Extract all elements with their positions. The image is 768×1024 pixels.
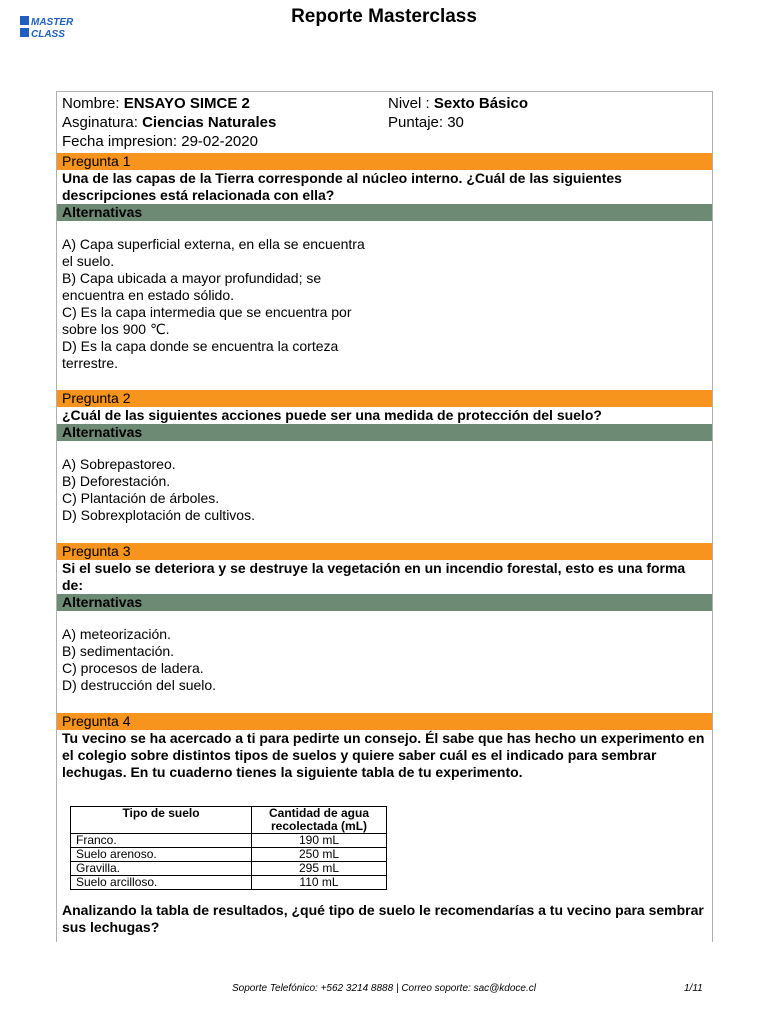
question-3-label: Pregunta 3: [57, 543, 712, 560]
alternative-b: B) Capa ubicada a mayor profundidad; se encuentra en estado sólido.: [62, 270, 322, 303]
alternative-d: D) Sobrexplotación de cultivos.: [62, 507, 255, 523]
question-1-alternatives-header: Alternativas: [57, 204, 712, 221]
question-3-alternatives: [57, 611, 712, 694]
table-cell-soil: Gravilla.: [71, 862, 252, 876]
puntaje-label: Puntaje:: [388, 114, 444, 131]
table-header-row: [71, 807, 387, 834]
asignatura-label: Asginatura:: [62, 114, 138, 131]
soil-table: [70, 806, 387, 890]
table-row: [71, 876, 387, 890]
support-info: Soporte Telefónico: +562 3214 8888 | Correo soporte: sac@kdoce.cl: [232, 983, 536, 994]
asignatura-value: Ciencias Naturales: [142, 114, 277, 131]
question-4-text: Tu vecino se ha acercado a ti para pedirte un consejo. Él sabe que has hecho un experimento en el colegio sobre distintos tipos de suelos y quiere saber cuál es el indicado para sembrar lechugas. En tu cuaderno tienes la siguiente tabla de tu experimento.: [62, 730, 705, 780]
question-4-label: Pregunta 4: [57, 713, 712, 730]
table-cell-soil: Franco.: [71, 834, 252, 848]
question-2-label: Pregunta 2: [57, 390, 712, 407]
table-cell-soil: Suelo arcilloso.: [71, 876, 252, 890]
table-cell-water: 250 mL: [252, 848, 387, 862]
page-number: 1/11: [684, 983, 703, 994]
alternative-a: A) Sobrepastoreo.: [62, 456, 176, 472]
fecha-value: 29-02-2020: [181, 133, 258, 150]
table-cell-water: 190 mL: [252, 834, 387, 848]
alternative-a: A) Capa superficial externa, en ella se encuentra el suelo.: [62, 236, 365, 269]
fecha-label: Fecha impresion:: [62, 133, 178, 150]
table-row: [71, 834, 387, 848]
alternative-d: D) destrucción del suelo.: [62, 677, 217, 693]
question-4-followup: Analizando la tabla de resultados, ¿qué tipo de suelo le recomendarías a tu vecino para sembrar sus lechugas?: [62, 902, 704, 935]
table-header-soil: Tipo de suelo: [71, 807, 252, 834]
question-4: [57, 713, 712, 936]
question-2: [57, 390, 712, 543]
nombre-label: Nombre:: [62, 95, 120, 112]
table-row: [71, 862, 387, 876]
alternative-d: D) Es la capa donde se encuentra la corteza terrestre.: [62, 338, 339, 371]
question-2-alternatives-header: Alternativas: [57, 424, 712, 441]
alternative-c: C) Es la capa intermedia que se encuentra por sobre los 900 ℃.: [62, 304, 352, 337]
alternative-c: C) procesos de ladera.: [62, 660, 204, 676]
question-1-label: Pregunta 1: [57, 153, 712, 170]
question-2-alternatives: [57, 441, 712, 524]
alternative-c: C) Plantación de árboles.: [62, 490, 220, 506]
question-1-alternatives: [57, 221, 712, 372]
question-1-text: Una de las capas de la Tierra corresponde al núcleo interno. ¿Cuál de las siguientes descripciones está relacionada con ella?: [62, 170, 622, 203]
asignatura-row: [62, 113, 276, 132]
svg-text:MASTER: MASTER: [31, 17, 74, 28]
nivel-value: Sexto Básico: [433, 95, 529, 112]
nombre-value: ENSAYO SIMCE 2: [123, 95, 250, 112]
question-3: [57, 543, 712, 713]
question-1: [57, 153, 712, 390]
page-title: Reporte Masterclass: [291, 6, 477, 27]
table-header-water: Cantidad de agua recolectada (mL): [252, 807, 387, 834]
alternative-b: B) sedimentación.: [62, 643, 175, 659]
nombre-row: [62, 94, 250, 113]
fecha-row: [62, 132, 258, 151]
report-header: [57, 92, 712, 153]
nivel-row: [388, 94, 528, 113]
alternative-b: B) Deforestación.: [62, 473, 171, 489]
puntaje-value: 30: [447, 114, 464, 131]
table-row: [71, 848, 387, 862]
table-cell-soil: Suelo arenoso.: [71, 848, 252, 862]
nivel-label: Nivel :: [388, 95, 430, 112]
question-2-text: ¿Cuál de las siguientes acciones puede ser una medida de protección del suelo?: [62, 407, 602, 423]
alternative-a: A) meteorización.: [62, 626, 171, 642]
question-3-alternatives-header: Alternativas: [57, 594, 712, 611]
table-cell-water: 295 mL: [252, 862, 387, 876]
question-3-text: Si el suelo se deteriora y se destruye la vegetación en un incendio forestal, esto es una forma de:: [62, 560, 686, 593]
table-cell-water: 110 mL: [252, 876, 387, 890]
report-body: [56, 91, 713, 942]
puntaje-row: [388, 113, 464, 132]
svg-text:CLASS: CLASS: [31, 29, 65, 40]
